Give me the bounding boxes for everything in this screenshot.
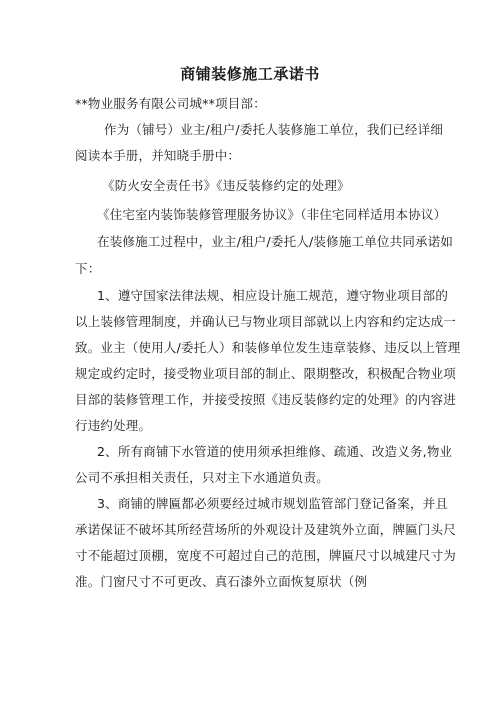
clause-1-line: 1、遵守国家法律法规、相应设计施工规范，遵守物业项目部的 [97, 288, 449, 303]
clause-2-line: 公司不承担相关责任，只对主下水通道负责。 [75, 470, 330, 485]
salutation: **物业服务有限公司城**项目部： [75, 96, 266, 111]
intro-line: 阅读本手册，并知晓手册中： [75, 148, 241, 163]
clause-3-line: 准。门窗尺寸不可更改、真石漆外立面恢复原状（例 [75, 574, 368, 589]
clause-1-line: 行违约处理。 [75, 418, 152, 433]
clause-1-line: 致。业主（使用人/委托人）和装修单位发生违章装修、违反以上管理 [75, 340, 461, 355]
pledge-intro-line: 下： [75, 261, 101, 276]
clause-2-line: 2、所有商铺下水管道的使用须承担维修、疏通、改造义务,物业 [97, 444, 453, 459]
clause-1-line: 目部的装修管理工作，并接受按照《违反装修约定的处理》的内容进 [75, 392, 457, 407]
document-title: 商铺装修施工承诺书 [180, 65, 320, 83]
reference-line: 《住宅室内装饰装修管理服务协议》（非住宅同样适用本协议） [97, 207, 447, 222]
clause-3-line: 承诺保证不破坏其所经营场所的外观设计及建筑外立面，牌匾门头尺 [75, 522, 457, 537]
clause-1-line: 以上装修管理制度，并确认已与物业项目部就以上内容和约定达成一 [75, 314, 457, 329]
intro-line: 作为（铺号）业主/租户/委托人装修施工单位，我们已经详细 [104, 122, 444, 137]
pledge-intro-line: 在装修施工过程中，业主/租户/委托人/装修施工单位共同承诺如 [97, 234, 454, 249]
clause-3-line: 寸不能超过顶棚，宽度不可超过自己的范围，牌匾尺寸以城建尺寸为 [75, 548, 457, 563]
clause-1-line: 规定或约定时，接受物业项目部的制止、限期整改，积极配合物业项 [75, 366, 457, 381]
reference-line: 《防火安全责任书》《违反装修约定的处理》 [102, 178, 350, 193]
clause-3-line: 3、商铺的牌匾都必须要经过城市规划监管部门登记备案，并且 [97, 496, 449, 511]
